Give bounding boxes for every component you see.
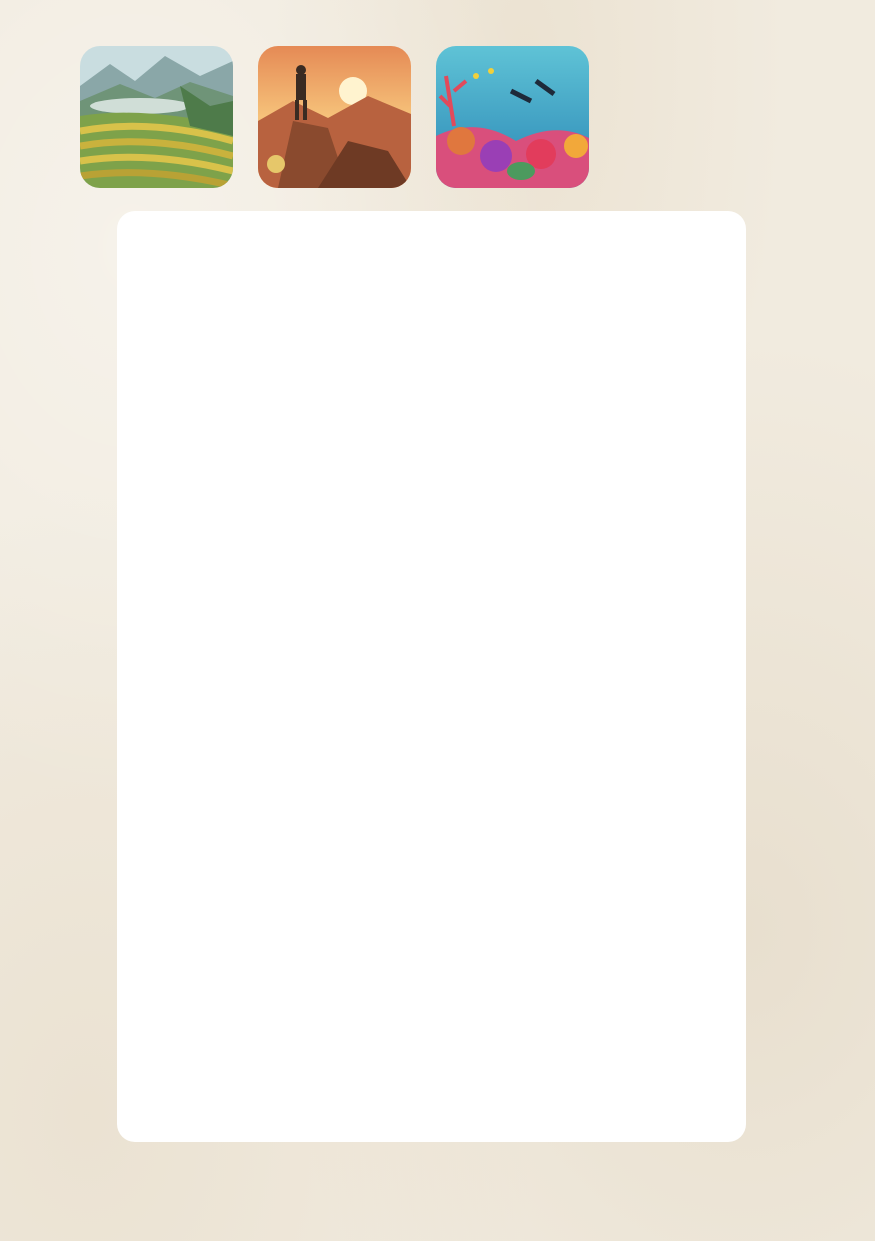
coral-reef-divers-illustration: [436, 46, 589, 188]
table-of-contents: [117, 211, 746, 1142]
rice-terraces-illustration: [80, 46, 233, 188]
mountain-hiker-illustration: [258, 46, 411, 188]
